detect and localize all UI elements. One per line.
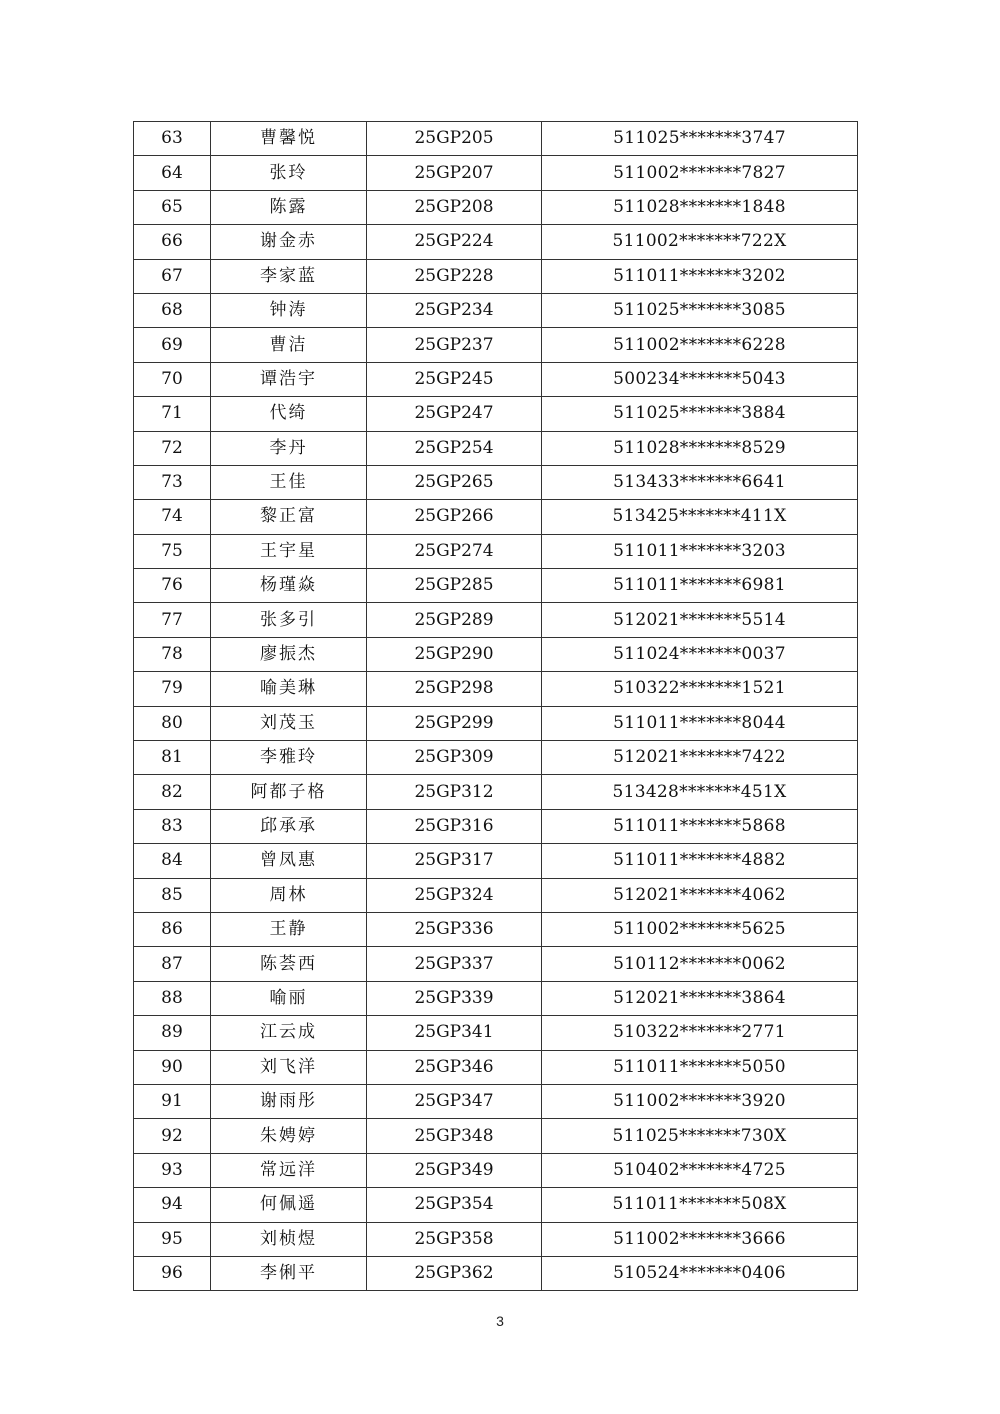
name-cell: 陈荟西 — [211, 947, 367, 981]
id-number-cell: 500234*******5043 — [542, 362, 858, 396]
name-cell: 谢雨彤 — [211, 1084, 367, 1118]
name-cell: 喻丽 — [211, 981, 367, 1015]
row-number-cell: 80 — [134, 706, 211, 740]
id-number-cell: 510322*******2771 — [542, 1016, 858, 1050]
exam-number-cell: 25GP358 — [367, 1222, 542, 1256]
name-cell: 阿都子格 — [211, 775, 367, 809]
id-number-cell: 511002*******722X — [542, 225, 858, 259]
row-number-cell: 79 — [134, 672, 211, 706]
table-row — [134, 225, 858, 259]
table-row — [134, 431, 858, 465]
table-row — [134, 1153, 858, 1187]
id-number-cell: 511028*******8529 — [542, 431, 858, 465]
name-cell: 刘飞洋 — [211, 1050, 367, 1084]
table-row — [134, 981, 858, 1015]
id-number-cell: 512021*******5514 — [542, 603, 858, 637]
table-row — [134, 947, 858, 981]
table-row — [134, 293, 858, 327]
name-cell: 谭浩宇 — [211, 362, 367, 396]
row-number-cell: 85 — [134, 878, 211, 912]
name-cell: 常远洋 — [211, 1153, 367, 1187]
id-number-cell: 511025*******730X — [542, 1119, 858, 1153]
id-number-cell: 511002*******6228 — [542, 328, 858, 362]
row-number-cell: 93 — [134, 1153, 211, 1187]
row-number-cell: 89 — [134, 1016, 211, 1050]
row-number-cell: 87 — [134, 947, 211, 981]
exam-number-cell: 25GP274 — [367, 534, 542, 568]
roster-table — [133, 121, 858, 1291]
row-number-cell: 96 — [134, 1256, 211, 1290]
id-number-cell: 511011*******508X — [542, 1188, 858, 1222]
name-cell: 李丹 — [211, 431, 367, 465]
row-number-cell: 77 — [134, 603, 211, 637]
exam-number-cell: 25GP285 — [367, 569, 542, 603]
exam-number-cell: 25GP337 — [367, 947, 542, 981]
table-row — [134, 878, 858, 912]
name-cell: 江云成 — [211, 1016, 367, 1050]
name-cell: 廖振杰 — [211, 637, 367, 671]
table-row — [134, 397, 858, 431]
row-number-cell: 88 — [134, 981, 211, 1015]
name-cell: 王佳 — [211, 465, 367, 499]
table-row — [134, 1119, 858, 1153]
id-number-cell: 511024*******0037 — [542, 637, 858, 671]
exam-number-cell: 25GP247 — [367, 397, 542, 431]
row-number-cell: 90 — [134, 1050, 211, 1084]
id-number-cell: 510322*******1521 — [542, 672, 858, 706]
row-number-cell: 68 — [134, 293, 211, 327]
row-number-cell: 83 — [134, 809, 211, 843]
table-row — [134, 156, 858, 190]
exam-number-cell: 25GP348 — [367, 1119, 542, 1153]
id-number-cell: 513425*******411X — [542, 500, 858, 534]
row-number-cell: 70 — [134, 362, 211, 396]
row-number-cell: 71 — [134, 397, 211, 431]
table-row — [134, 259, 858, 293]
name-cell: 何佩遥 — [211, 1188, 367, 1222]
name-cell: 陈露 — [211, 190, 367, 224]
name-cell: 黎正富 — [211, 500, 367, 534]
name-cell: 李家蓝 — [211, 259, 367, 293]
exam-number-cell: 25GP228 — [367, 259, 542, 293]
id-number-cell: 512021*******7422 — [542, 741, 858, 775]
exam-number-cell: 25GP347 — [367, 1084, 542, 1118]
row-number-cell: 95 — [134, 1222, 211, 1256]
row-number-cell: 73 — [134, 465, 211, 499]
row-number-cell: 91 — [134, 1084, 211, 1118]
table-row — [134, 1050, 858, 1084]
id-number-cell: 510112*******0062 — [542, 947, 858, 981]
table-row — [134, 1222, 858, 1256]
row-number-cell: 76 — [134, 569, 211, 603]
row-number-cell: 74 — [134, 500, 211, 534]
id-number-cell: 511011*******3202 — [542, 259, 858, 293]
exam-number-cell: 25GP205 — [367, 122, 542, 156]
name-cell: 曹洁 — [211, 328, 367, 362]
exam-number-cell: 25GP339 — [367, 981, 542, 1015]
exam-number-cell: 25GP237 — [367, 328, 542, 362]
exam-number-cell: 25GP298 — [367, 672, 542, 706]
table-row — [134, 1016, 858, 1050]
table-row — [134, 500, 858, 534]
table-row — [134, 1084, 858, 1118]
exam-number-cell: 25GP336 — [367, 912, 542, 946]
row-number-cell: 81 — [134, 741, 211, 775]
name-cell: 朱娉婷 — [211, 1119, 367, 1153]
row-number-cell: 75 — [134, 534, 211, 568]
id-number-cell: 511011*******5050 — [542, 1050, 858, 1084]
id-number-cell: 511011*******6981 — [542, 569, 858, 603]
roster-table-container — [133, 121, 857, 1291]
row-number-cell: 84 — [134, 844, 211, 878]
id-number-cell: 511025*******3085 — [542, 293, 858, 327]
id-number-cell: 511025*******3747 — [542, 122, 858, 156]
table-row — [134, 1188, 858, 1222]
row-number-cell: 63 — [134, 122, 211, 156]
exam-number-cell: 25GP266 — [367, 500, 542, 534]
exam-number-cell: 25GP346 — [367, 1050, 542, 1084]
table-row — [134, 809, 858, 843]
row-number-cell: 78 — [134, 637, 211, 671]
exam-number-cell: 25GP309 — [367, 741, 542, 775]
name-cell: 邱承承 — [211, 809, 367, 843]
table-row — [134, 1256, 858, 1290]
id-number-cell: 511002*******3920 — [542, 1084, 858, 1118]
name-cell: 张玲 — [211, 156, 367, 190]
table-row — [134, 912, 858, 946]
id-number-cell: 510402*******4725 — [542, 1153, 858, 1187]
id-number-cell: 511025*******3884 — [542, 397, 858, 431]
name-cell: 李雅玲 — [211, 741, 367, 775]
exam-number-cell: 25GP317 — [367, 844, 542, 878]
exam-number-cell: 25GP299 — [367, 706, 542, 740]
exam-number-cell: 25GP290 — [367, 637, 542, 671]
roster-table-body — [134, 122, 858, 1291]
row-number-cell: 66 — [134, 225, 211, 259]
exam-number-cell: 25GP354 — [367, 1188, 542, 1222]
page-number: 3 — [496, 1313, 504, 1329]
exam-number-cell: 25GP207 — [367, 156, 542, 190]
name-cell: 李俐平 — [211, 1256, 367, 1290]
id-number-cell: 511002*******5625 — [542, 912, 858, 946]
id-number-cell: 511002*******7827 — [542, 156, 858, 190]
name-cell: 喻美琳 — [211, 672, 367, 706]
exam-number-cell: 25GP324 — [367, 878, 542, 912]
exam-number-cell: 25GP234 — [367, 293, 542, 327]
id-number-cell: 511002*******3666 — [542, 1222, 858, 1256]
table-row — [134, 569, 858, 603]
table-row — [134, 190, 858, 224]
name-cell: 谢金赤 — [211, 225, 367, 259]
id-number-cell: 511011*******8044 — [542, 706, 858, 740]
id-number-cell: 513433*******6641 — [542, 465, 858, 499]
table-row — [134, 534, 858, 568]
name-cell: 曾凤惠 — [211, 844, 367, 878]
table-row — [134, 362, 858, 396]
exam-number-cell: 25GP289 — [367, 603, 542, 637]
id-number-cell: 513428*******451X — [542, 775, 858, 809]
row-number-cell: 94 — [134, 1188, 211, 1222]
row-number-cell: 92 — [134, 1119, 211, 1153]
id-number-cell: 512021*******3864 — [542, 981, 858, 1015]
row-number-cell: 82 — [134, 775, 211, 809]
exam-number-cell: 25GP224 — [367, 225, 542, 259]
table-row — [134, 706, 858, 740]
row-number-cell: 72 — [134, 431, 211, 465]
row-number-cell: 69 — [134, 328, 211, 362]
exam-number-cell: 25GP265 — [367, 465, 542, 499]
id-number-cell: 511011*******5868 — [542, 809, 858, 843]
exam-number-cell: 25GP208 — [367, 190, 542, 224]
row-number-cell: 64 — [134, 156, 211, 190]
name-cell: 周林 — [211, 878, 367, 912]
exam-number-cell: 25GP341 — [367, 1016, 542, 1050]
id-number-cell: 511011*******3203 — [542, 534, 858, 568]
row-number-cell: 67 — [134, 259, 211, 293]
name-cell: 刘桢煜 — [211, 1222, 367, 1256]
id-number-cell: 511028*******1848 — [542, 190, 858, 224]
id-number-cell: 512021*******4062 — [542, 878, 858, 912]
table-row — [134, 328, 858, 362]
id-number-cell: 511011*******4882 — [542, 844, 858, 878]
table-row — [134, 741, 858, 775]
row-number-cell: 86 — [134, 912, 211, 946]
table-row — [134, 775, 858, 809]
exam-number-cell: 25GP254 — [367, 431, 542, 465]
name-cell: 杨瑾焱 — [211, 569, 367, 603]
name-cell: 刘茂玉 — [211, 706, 367, 740]
name-cell: 钟涛 — [211, 293, 367, 327]
exam-number-cell: 25GP316 — [367, 809, 542, 843]
name-cell: 王静 — [211, 912, 367, 946]
table-row — [134, 672, 858, 706]
exam-number-cell: 25GP245 — [367, 362, 542, 396]
exam-number-cell: 25GP349 — [367, 1153, 542, 1187]
table-row — [134, 603, 858, 637]
name-cell: 代绮 — [211, 397, 367, 431]
row-number-cell: 65 — [134, 190, 211, 224]
name-cell: 王宇星 — [211, 534, 367, 568]
id-number-cell: 510524*******0406 — [542, 1256, 858, 1290]
exam-number-cell: 25GP312 — [367, 775, 542, 809]
exam-number-cell: 25GP362 — [367, 1256, 542, 1290]
name-cell: 张多引 — [211, 603, 367, 637]
table-row — [134, 122, 858, 156]
table-row — [134, 844, 858, 878]
table-row — [134, 637, 858, 671]
table-row — [134, 465, 858, 499]
name-cell: 曹馨悦 — [211, 122, 367, 156]
